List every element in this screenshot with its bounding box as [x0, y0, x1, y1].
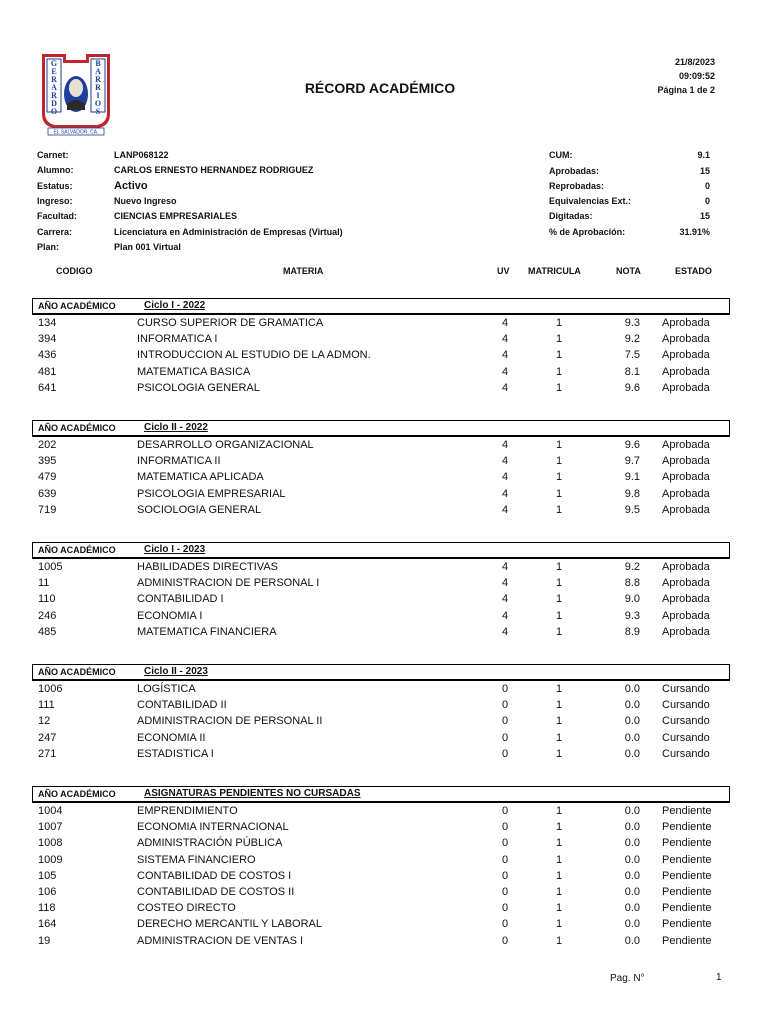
course-uv: 4 — [501, 503, 509, 516]
course-name: DESARROLLO ORGANIZACIONAL — [137, 439, 314, 451]
course-uv: 4 — [501, 439, 509, 451]
course-uv: 0 — [501, 747, 509, 760]
table-row — [32, 608, 730, 624]
course-name: CONTABILIDAD DE COSTOS I — [137, 869, 292, 882]
col-header-codigo: CODIGO — [56, 266, 93, 276]
student-field-value: Licenciatura en Administración de Empresas (Virtual) — [114, 227, 343, 237]
section-cycle-label: Ciclo I - 2022 — [144, 300, 206, 311]
section-year-label: AÑO ACADÉMICO — [38, 545, 116, 555]
course-status: Aprobada — [662, 349, 710, 362]
table-row — [32, 713, 730, 729]
course-grade: 0.0 — [624, 805, 640, 817]
logo-letter: G — [50, 59, 58, 68]
course-grade: 9.0 — [624, 593, 640, 606]
logo-letter: R — [95, 83, 101, 92]
table-row — [32, 933, 730, 949]
table-row — [32, 437, 730, 453]
course-status: Pendiente — [662, 918, 712, 931]
section-cycle-label: Ciclo I - 2023 — [144, 544, 206, 555]
course-enrollment: 1 — [555, 918, 563, 931]
course-enrollment: 1 — [555, 699, 563, 712]
course-grade: 7.5 — [624, 349, 640, 362]
table-row — [32, 502, 730, 518]
course-name: ECONOMIA II — [137, 731, 206, 744]
table-row — [32, 819, 730, 835]
student-field-value: LANP068122 — [114, 150, 169, 160]
course-grade: 8.1 — [624, 365, 640, 378]
course-status: Aprobada — [662, 439, 710, 451]
col-header-uv: UV — [497, 266, 510, 276]
course-code: 106 — [38, 885, 57, 898]
course-name: MATEMATICA APLICADA — [137, 471, 264, 484]
report-time: 09:09:52 — [678, 71, 715, 81]
table-row — [32, 900, 730, 916]
course-uv: 0 — [501, 885, 509, 898]
course-name: INFORMATICA I — [137, 333, 218, 346]
col-header-estado: ESTADO — [675, 266, 712, 276]
course-name: CURSO SUPERIOR DE GRAMATICA — [137, 317, 324, 329]
course-status: Pendiente — [662, 805, 712, 817]
course-grade: 8.9 — [624, 625, 640, 638]
logo-letter: R — [51, 75, 57, 84]
course-status: Cursando — [662, 747, 710, 760]
course-code: 1008 — [38, 837, 63, 850]
stat-field-value: 9.1 — [697, 150, 710, 160]
stat-field-value: 15 — [699, 166, 710, 176]
course-name: DERECHO MERCANTIL Y LABORAL — [137, 918, 323, 931]
course-enrollment: 1 — [555, 365, 563, 378]
course-status: Aprobada — [662, 455, 710, 468]
course-grade: 9.7 — [624, 455, 640, 468]
student-field-value: Activo — [114, 180, 148, 192]
stat-field-value: 0 — [704, 196, 710, 206]
course-grade: 9.1 — [624, 471, 640, 484]
course-grade: 0.0 — [624, 869, 640, 882]
course-name: ECONOMIA INTERNACIONAL — [137, 821, 289, 834]
course-code: 479 — [38, 471, 57, 484]
course-uv: 0 — [501, 902, 509, 915]
course-name: EMPRENDIMIENTO — [137, 805, 238, 817]
course-enrollment: 1 — [555, 747, 563, 760]
course-name: CONTABILIDAD I — [137, 593, 224, 606]
course-enrollment: 1 — [555, 439, 563, 451]
course-uv: 0 — [501, 805, 509, 817]
col-header-nota: NOTA — [616, 266, 641, 276]
course-uv: 4 — [501, 577, 509, 590]
logo-letter: B — [95, 59, 101, 68]
course-status: Aprobada — [662, 609, 710, 622]
course-code: 1005 — [38, 561, 63, 573]
course-grade: 0.0 — [624, 715, 640, 728]
col-header-matricula: MATRICULA — [528, 266, 581, 276]
course-name: INTRODUCCION AL ESTUDIO DE LA ADMON. — [137, 349, 371, 362]
course-status: Cursando — [662, 699, 710, 712]
table-row — [32, 315, 730, 331]
section-cycle-label: Ciclo II - 2022 — [144, 422, 208, 433]
student-field-value: Plan 001 Virtual — [114, 242, 181, 252]
table-row — [32, 591, 730, 607]
course-enrollment: 1 — [555, 349, 563, 362]
course-uv: 4 — [501, 561, 509, 573]
course-uv: 4 — [501, 317, 509, 329]
course-status: Aprobada — [662, 503, 710, 516]
course-name: COSTEO DIRECTO — [137, 902, 236, 915]
academic-section — [32, 786, 730, 949]
course-name: ADMINISTRACIÓN PÚBLICA — [137, 837, 283, 850]
course-status: Aprobada — [662, 317, 710, 329]
course-enrollment: 1 — [555, 471, 563, 484]
student-field-label: Alumno: — [37, 165, 74, 175]
stat-field-label: Equivalencias Ext.: — [549, 196, 632, 206]
stat-field-label: % de Aprobación: — [549, 227, 626, 237]
table-row — [32, 730, 730, 746]
course-enrollment: 1 — [555, 683, 563, 695]
stat-field — [549, 148, 710, 162]
course-uv: 4 — [501, 609, 509, 622]
course-grade: 0.0 — [624, 934, 640, 947]
stat-field-value: 0 — [704, 181, 710, 191]
academic-section — [32, 420, 730, 518]
course-enrollment: 1 — [555, 577, 563, 590]
course-code: 118 — [38, 902, 56, 915]
course-name: SOCIOLOGIA GENERAL — [137, 503, 262, 516]
table-row — [32, 884, 730, 900]
table-row — [32, 868, 730, 884]
stat-field — [549, 194, 710, 208]
course-grade: 0.0 — [624, 902, 640, 915]
course-status: Aprobada — [662, 381, 710, 394]
logo-letter: D — [51, 99, 57, 108]
footer-page-number: 1 — [716, 972, 722, 983]
student-field-label: Estatus: — [37, 181, 73, 191]
table-row — [32, 681, 730, 697]
course-status: Aprobada — [662, 333, 710, 346]
table-row — [32, 559, 730, 575]
section-header — [32, 664, 730, 681]
course-code: 395 — [38, 455, 57, 468]
course-uv: 0 — [501, 918, 509, 931]
footer-page-label: Pag. N° — [610, 973, 645, 984]
course-name: MATEMATICA BASICA — [137, 365, 251, 378]
course-name: ADMINISTRACION DE VENTAS I — [137, 934, 304, 947]
course-enrollment: 1 — [555, 609, 563, 622]
table-row — [32, 469, 730, 485]
logo-letter: A — [51, 83, 57, 92]
course-status: Pendiente — [662, 902, 712, 915]
course-status: Pendiente — [662, 934, 712, 947]
course-uv: 4 — [501, 593, 509, 606]
course-enrollment: 1 — [555, 487, 563, 500]
course-code: 11 — [38, 577, 50, 590]
logo-letter: E — [51, 67, 57, 76]
course-code: 394 — [38, 333, 57, 346]
course-uv: 0 — [501, 934, 509, 947]
course-enrollment: 1 — [555, 381, 563, 394]
course-uv: 0 — [501, 715, 509, 728]
report-stamp — [657, 55, 715, 97]
course-grade: 9.2 — [624, 333, 640, 346]
section-year-label: AÑO ACADÉMICO — [38, 301, 116, 311]
section-year-label: AÑO ACADÉMICO — [38, 423, 116, 433]
course-name: ESTADISTICA I — [137, 747, 214, 760]
section-header — [32, 786, 730, 803]
table-row — [32, 453, 730, 469]
stat-field-label: CUM: — [549, 150, 573, 160]
course-enrollment: 1 — [555, 333, 563, 346]
course-grade: 9.3 — [624, 609, 640, 622]
course-status: Pendiente — [662, 821, 712, 834]
course-enrollment: 1 — [555, 503, 563, 516]
course-uv: 4 — [501, 487, 509, 500]
course-code: 1004 — [38, 805, 63, 817]
course-name: ADMINISTRACION DE PERSONAL I — [137, 577, 320, 590]
student-field-label: Ingreso: — [37, 196, 73, 206]
course-code: 436 — [38, 349, 57, 362]
stat-field — [549, 179, 710, 193]
course-code: 481 — [38, 365, 57, 378]
course-code: 485 — [38, 625, 57, 638]
course-uv: 0 — [501, 869, 509, 882]
logo-letter: I — [96, 91, 100, 100]
university-logo — [40, 52, 112, 136]
course-code: 110 — [38, 593, 56, 606]
course-status: Aprobada — [662, 487, 710, 500]
logo-letter: O — [94, 99, 102, 108]
course-uv: 0 — [501, 731, 509, 744]
course-grade: 0.0 — [624, 918, 640, 931]
course-grade: 9.8 — [624, 487, 640, 500]
course-uv: 0 — [501, 853, 509, 866]
course-grade: 0.0 — [624, 821, 640, 834]
course-name: CONTABILIDAD II — [137, 699, 227, 712]
course-name: SISTEMA FINANCIERO — [137, 853, 256, 866]
table-row — [32, 803, 730, 819]
stat-field-label: Digitadas: — [549, 211, 593, 221]
course-enrollment: 1 — [555, 885, 563, 898]
svg-text:EL SALVADOR, CA.: EL SALVADOR, CA. — [53, 129, 99, 136]
course-name: PSICOLOGIA EMPRESARIAL — [137, 487, 286, 500]
table-row — [32, 364, 730, 380]
course-status: Pendiente — [662, 837, 712, 850]
course-name: LOGÍSTICA — [137, 683, 196, 695]
course-code: 12 — [38, 715, 51, 728]
course-uv: 4 — [501, 381, 509, 394]
stat-field — [549, 209, 710, 223]
academic-section — [32, 664, 730, 762]
course-enrollment: 1 — [555, 805, 563, 817]
section-year-label: AÑO ACADÉMICO — [38, 789, 116, 799]
stat-field — [549, 225, 710, 239]
course-grade: 0.0 — [624, 683, 640, 695]
student-field-value: Nuevo Ingreso — [114, 196, 177, 206]
course-code: 639 — [38, 487, 57, 500]
academic-section — [32, 542, 730, 640]
course-name: ECONOMIA I — [137, 609, 203, 622]
course-grade: 9.3 — [624, 317, 640, 329]
section-header — [32, 420, 730, 437]
course-grade: 9.2 — [624, 561, 640, 573]
course-name: CONTABILIDAD DE COSTOS II — [137, 885, 295, 898]
course-enrollment: 1 — [555, 869, 563, 882]
logo-letter: R — [95, 75, 101, 84]
section-year-label: AÑO ACADÉMICO — [38, 667, 116, 677]
course-grade: 0.0 — [624, 853, 640, 866]
course-enrollment: 1 — [555, 561, 563, 573]
logo-letter: S — [95, 107, 101, 116]
course-code: 271 — [38, 747, 57, 760]
course-uv: 0 — [501, 837, 509, 850]
course-name: HABILIDADES DIRECTIVAS — [137, 561, 278, 573]
stat-field-value: 31.91% — [679, 227, 710, 237]
table-row — [32, 835, 730, 851]
col-header-materia: MATERIA — [283, 266, 324, 276]
section-header — [32, 298, 730, 315]
logo-letter: R — [51, 91, 57, 100]
student-field-label: Carnet: — [37, 150, 69, 160]
course-name: PSICOLOGIA GENERAL — [137, 381, 260, 394]
course-status: Cursando — [662, 683, 710, 695]
course-enrollment: 1 — [555, 837, 563, 850]
course-code: 19 — [38, 934, 51, 947]
course-code: 247 — [38, 731, 57, 744]
course-grade: 9.5 — [624, 503, 640, 516]
course-code: 246 — [38, 609, 57, 622]
course-name: INFORMATICA II — [137, 455, 221, 468]
section-cycle-label: ASIGNATURAS PENDIENTES NO CURSADAS — [144, 788, 361, 799]
course-status: Cursando — [662, 731, 710, 744]
course-enrollment: 1 — [555, 455, 563, 468]
section-header — [32, 542, 730, 559]
course-status: Aprobada — [662, 577, 710, 590]
student-field-value: CARLOS ERNESTO HERNANDEZ RODRIGUEZ — [114, 165, 314, 175]
course-name: MATEMATICA FINANCIERA — [137, 625, 277, 638]
table-row — [32, 697, 730, 713]
course-name: ADMINISTRACION DE PERSONAL II — [137, 715, 323, 728]
student-field-value: CIENCIAS EMPRESARIALES — [114, 211, 238, 221]
table-row — [32, 852, 730, 868]
course-uv: 0 — [501, 821, 509, 834]
course-code: 111 — [38, 699, 55, 712]
course-code: 1006 — [38, 683, 63, 695]
course-uv: 4 — [501, 349, 509, 362]
table-row — [32, 380, 730, 396]
course-status: Pendiente — [662, 885, 712, 898]
course-status: Cursando — [662, 715, 710, 728]
course-enrollment: 1 — [555, 317, 563, 329]
course-code: 134 — [38, 317, 57, 329]
stat-field-value: 15 — [699, 211, 710, 221]
course-enrollment: 1 — [555, 625, 563, 638]
page-indicator: Página 1 de 2 — [657, 85, 715, 95]
course-code: 1007 — [38, 821, 63, 834]
table-row — [32, 746, 730, 762]
table-row — [32, 486, 730, 502]
course-enrollment: 1 — [555, 902, 563, 915]
course-grade: 0.0 — [624, 885, 640, 898]
course-code: 641 — [38, 381, 57, 394]
course-uv: 4 — [501, 471, 509, 484]
table-row — [32, 331, 730, 347]
academic-section — [32, 298, 730, 396]
course-uv: 4 — [501, 455, 509, 468]
course-enrollment: 1 — [555, 853, 563, 866]
student-field-label: Facultad: — [37, 211, 78, 221]
table-row — [32, 624, 730, 640]
logo-letter: O — [50, 107, 58, 116]
course-uv: 0 — [501, 683, 509, 695]
page-title: RÉCORD ACADÉMICO — [304, 80, 456, 96]
course-grade: 9.6 — [624, 381, 640, 394]
table-row — [32, 575, 730, 591]
course-enrollment: 1 — [555, 593, 563, 606]
course-status: Aprobada — [662, 471, 710, 484]
course-uv: 4 — [501, 333, 509, 346]
course-code: 1009 — [38, 853, 63, 866]
course-status: Aprobada — [662, 593, 710, 606]
table-row — [32, 916, 730, 932]
stat-field — [549, 164, 710, 178]
student-field-label: Carrera: — [37, 227, 73, 237]
course-uv: 4 — [501, 365, 509, 378]
stat-field-label: Reprobadas: — [549, 181, 605, 191]
course-code: 164 — [38, 918, 57, 931]
course-grade: 0.0 — [624, 747, 640, 760]
course-code: 105 — [38, 869, 57, 882]
course-status: Pendiente — [662, 869, 712, 882]
course-enrollment: 1 — [555, 731, 563, 744]
course-grade: 0.0 — [624, 699, 640, 712]
course-uv: 0 — [501, 699, 509, 712]
table-row — [32, 347, 730, 363]
course-enrollment: 1 — [555, 715, 563, 728]
course-status: Aprobada — [662, 365, 710, 378]
course-grade: 8.8 — [624, 577, 640, 590]
course-grade: 9.6 — [624, 439, 640, 451]
section-cycle-label: Ciclo II - 2023 — [144, 666, 208, 677]
logo-letter: A — [95, 67, 101, 76]
course-code: 719 — [38, 503, 57, 516]
course-grade: 0.0 — [624, 837, 640, 850]
course-code: 202 — [38, 439, 57, 451]
course-enrollment: 1 — [555, 821, 563, 834]
course-status: Pendiente — [662, 853, 712, 866]
course-status: Aprobada — [662, 561, 710, 573]
stat-field-label: Aprobadas: — [549, 166, 600, 176]
student-field-label: Plan: — [37, 242, 60, 252]
course-status: Aprobada — [662, 625, 710, 638]
course-grade: 0.0 — [624, 731, 640, 744]
course-uv: 4 — [501, 625, 509, 638]
report-date: 21/8/2023 — [674, 57, 715, 67]
course-enrollment: 1 — [555, 934, 563, 947]
